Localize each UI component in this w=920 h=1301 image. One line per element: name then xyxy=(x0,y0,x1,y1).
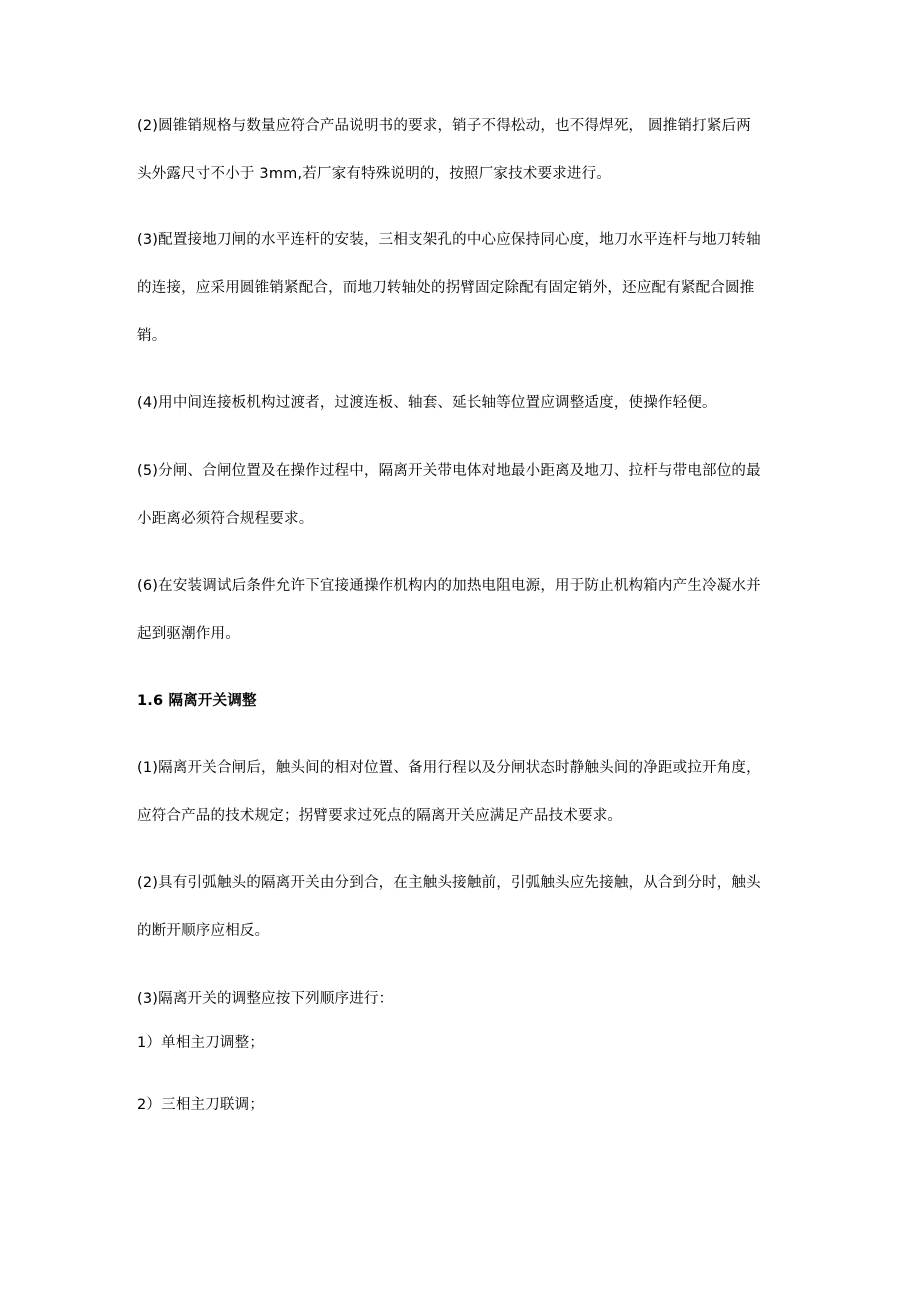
paragraph-2-line-2: 头外露尺寸不小于 3mm,若厂家有特殊说明的，按照厂家技术要求进行。 xyxy=(137,166,611,182)
paragraph-2-line-1: (2)圆锥销规格与数量应符合产品说明书的要求，销子不得松动，也不得焊死， 圆推销打紧后两 xyxy=(137,118,751,134)
section-item-2-line-1: (2)具有引弧触头的隔离开关由分到合，在主触头接触前，引弧触头应先接触，从合到分时，触头 xyxy=(137,875,761,891)
sub-item-2: 2）三相主刀联调； xyxy=(137,1097,265,1113)
paragraph-6-line-2: 起到驱潮作用。 xyxy=(137,626,240,642)
sub-item-1: 1）单相主刀调整； xyxy=(137,1035,265,1051)
section-item-1-line-1: (1)隔离开关合闸后，触头间的相对位置、备用行程以及分闸状态时静触头间的净距或拉开角度， xyxy=(137,760,761,776)
paragraph-5-line-1: (5)分闸、合闸位置及在操作过程中，隔离开关带电体对地最小距离及地刀、拉杆与带电部位的最 xyxy=(137,463,761,479)
paragraph-3-line-2: 的连接，应采用圆锥销紧配合，而地刀转轴处的拐臂固定除配有固定销外，还应配有紧配合圆推 xyxy=(137,280,755,296)
paragraph-4-line-1: (4)用中间连接板机构过渡者，过渡连板、轴套、延长轴等位置应调整适度，使操作轻便。 xyxy=(137,395,717,411)
paragraph-3-line-3: 销。 xyxy=(137,328,167,344)
section-heading: 1.6 隔离开关调整 xyxy=(137,693,257,709)
section-item-2-line-2: 的断开顺序应相反。 xyxy=(137,923,270,939)
paragraph-6-line-1: (6)在安装调试后条件允许下宜接通操作机构内的加热电阻电源，用于防止机构箱内产生冷凝水并 xyxy=(137,578,761,594)
section-item-3-line-1: (3)隔离开关的调整应按下列顺序进行： xyxy=(137,991,394,1007)
paragraph-5-line-2: 小距离必须符合规程要求。 xyxy=(137,511,314,527)
paragraph-3-line-1: (3)配置接地刀闸的水平连杆的安装，三相支架孔的中心应保持同心度，地刀水平连杆与地刀转轴 xyxy=(137,232,761,248)
section-item-1-line-2: 应符合产品的技术规定；拐臂要求过死点的隔离开关应满足产品技术要求。 xyxy=(137,808,623,824)
